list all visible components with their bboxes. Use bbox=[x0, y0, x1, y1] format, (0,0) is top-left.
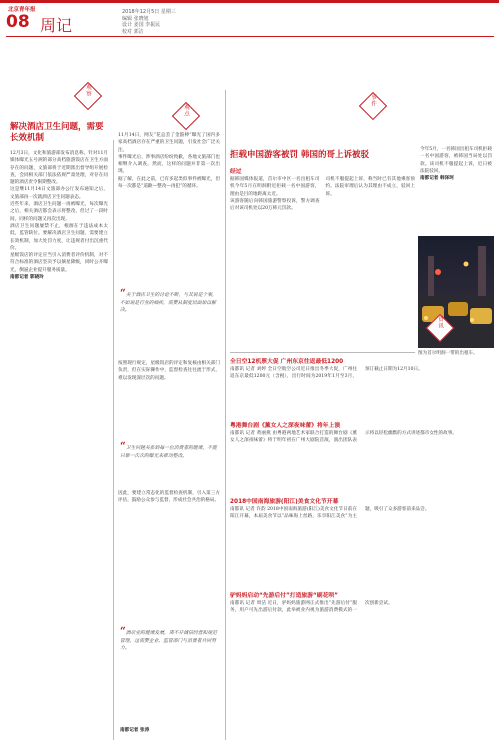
page-title: 周记 bbox=[40, 16, 73, 35]
page-number: 08 bbox=[6, 12, 30, 32]
byline: 南都记者 郭晓玲 bbox=[10, 275, 44, 281]
quote-mark-icon: “ bbox=[120, 626, 126, 637]
news-title: 粤港舞台剧《薰女人之深夜味蕾》将年上演 bbox=[230, 423, 341, 429]
right-article-title: 拒载申国游客被罚 韩国的哥上诉被驳 bbox=[230, 150, 369, 160]
paragraph: 南都讯 记者 许韵 2018中国南海旅游(阳江)美食文化节日前在阳江开幕，本届美食节以“品味海上丝路，乐享阳江美食”为主题，吸引了众多游客前来品尝。 bbox=[230, 507, 430, 520]
header-rule bbox=[6, 36, 494, 37]
pull-quote-2 bbox=[120, 443, 220, 460]
left-article-title: 解决酒店卫生问题，需要长效机制 bbox=[10, 122, 104, 143]
section-divider bbox=[230, 352, 415, 353]
paragraph: 南都讯 记者 黄丽燕 由粤港两地艺术家联合打造的舞台剧《薰女人之深夜味蕾》将于明年初在广州大剧院首演，演出团队表示将以轻松幽默的方式讲述都市女性的故事。 bbox=[230, 431, 457, 444]
paragraph: 按照现行规定，星级饭店的评定和复核由相关部门负责，但在实际操作中，监督检查往往流于形式，难以发现深层次的问题。 bbox=[118, 361, 220, 381]
paragraph: 这是继11月14日文旅部办公厅发布通知之后，文旅部再一次就酒店卫生问题表态。 bbox=[10, 187, 108, 200]
left-article-body bbox=[10, 150, 108, 735]
quote-text: 卫生问题关系到每一位消费者的健康，不能只靠一次次的曝光来推动整改。 bbox=[120, 446, 217, 459]
news-body bbox=[230, 506, 492, 572]
section-label-info: 资讯 bbox=[437, 316, 443, 329]
news-title: 2018中国南海旅游(阳江)美食文化节开幕 bbox=[230, 499, 339, 505]
news-title: 驴妈妈启动“先游后付”打造旅游“刷花呗” bbox=[230, 593, 338, 599]
paragraph: 近些年来，酒店卫生问题一再被曝光，每次曝光之后，相关酒店都会表示将整改，但过了一段时间，同样的问题又再次出现。 bbox=[10, 202, 108, 222]
mid-article-body-3 bbox=[118, 490, 220, 620]
subhead-process: 经过 bbox=[230, 169, 242, 175]
section-label-observe: 观察 bbox=[85, 84, 91, 97]
designer-line: 设计 姜国 李振民 bbox=[122, 22, 161, 28]
mid-article-body-1 bbox=[118, 132, 220, 282]
quote-mark-icon: “ bbox=[120, 441, 126, 452]
news-title: 全日空12机票大促 广州东京往返最低1200 bbox=[230, 359, 344, 365]
mid-article-body-2 bbox=[118, 360, 220, 440]
news-body bbox=[230, 430, 492, 480]
section-label-viewpoint: 观点 bbox=[183, 104, 189, 117]
paragraph: 该游客随后向韩国旅游警察投诉，警方调查后对该司机处以20万韩元罚款。 bbox=[230, 198, 320, 212]
pull-quote-1 bbox=[120, 290, 220, 315]
byline: 南都记者 韩泽珂 bbox=[420, 176, 454, 182]
right-article-body bbox=[230, 176, 415, 248]
intro-text: 今年5月，一名韩国出租车司机拒载一名中国游客，被韩国当局处以罚款。该司机不服提起上诉，近日被法院驳回。 bbox=[420, 147, 492, 174]
proof-line: 校对 郭洁 bbox=[122, 28, 144, 35]
paragraph: 据了解，在此之前，已有多起类似事件被曝光，但每一次都是“道歉—整改—再犯”的循环。 bbox=[118, 176, 220, 190]
paragraph: 事件曝光后，涉事酒店纷纷致歉，各地文旅部门也相继介入调查。然而，这样的问题并非第一次出现。 bbox=[118, 154, 220, 175]
section-label-event: 事件 bbox=[370, 94, 376, 107]
newspaper-logo: 北京青年报 bbox=[8, 7, 36, 13]
date-line: 2018年12月5日 星期三 bbox=[122, 9, 176, 15]
paragraph: 南都讯 记者 周洁 近日，驴妈妈旅游网正式推出“先游后付”服务，用户可先出游后付款，此举被业内视为旅游消费模式的一次创新尝试。 bbox=[230, 601, 393, 614]
paragraph: 南都讯 记者 刘婷 全日空航空公司近日推出冬季大促，广州往返东京最低1200元（含税），出行时间为2019年1月至3月，预订截止日期为12月10日。 bbox=[230, 367, 423, 380]
news-body bbox=[230, 600, 492, 740]
edition-meta bbox=[122, 9, 176, 35]
column-divider bbox=[225, 90, 226, 740]
column-divider bbox=[113, 140, 114, 740]
paragraph: 12月3日，文化和旅游部发布消息称，针对11月媒体曝光五号洲的部分高档旅游饭店在卫生方面存在的问题，文旅部将于近期派出督导组开展检查，会同相关部门依法依规严肃处理，对存在问题的酒店责令限期整改。 bbox=[10, 151, 108, 186]
mid-byline: 南都记者 张涛 bbox=[120, 728, 150, 733]
editor-line: 编辑 张晓旭 bbox=[122, 15, 149, 22]
photo-caption: 图为首尔明洞一带的出租车。 bbox=[418, 351, 478, 356]
paragraph: 因此，要建立常态化的监督检查机制，引入第三方评估，鼓励公众参与监督，形成社会共治的格局。 bbox=[118, 491, 220, 504]
paragraph: 酒店卫生问题屡禁不止，根源在于违法成本太低，监管缺位。要解决酒店卫生问题，需要建立长效机制，加大处罚力度，让违规者付出沉重代价。 bbox=[10, 223, 108, 251]
news-body bbox=[230, 366, 492, 416]
quote-mark-icon: “ bbox=[120, 288, 126, 299]
paragraph: 星级饭店的评定应当引入消费者评价机制，对不符合标准的酒店坚决予以摘星降级，同时公开曝光，倒逼企业提升服务质量。 bbox=[10, 253, 108, 273]
quote-text: 酒店业的健康发展，离不开诚信经营和规范管理，这需要企业、监管部门与消费者共同努力。 bbox=[120, 631, 217, 651]
quote-text: 关于酒店卫生的讨论不断，与其说是个案，不如说是行业的痼疾，需要从制度层面加以解决。 bbox=[120, 293, 217, 313]
pull-quote-3 bbox=[120, 628, 220, 653]
paragraph: 11月14日，网友“花总丢了金箍棒”曝光了国内多家高档酒店存在严重的卫生问题，引发社会广泛关注。 bbox=[118, 133, 220, 153]
right-intro bbox=[420, 146, 492, 236]
paragraph: 据韩国媒体报道，首尔市中区一名出租车司机今年5月在明洞附近拒载一名中国游客，理由是目的地距离太近。 bbox=[230, 177, 320, 197]
header-bar bbox=[0, 0, 499, 3]
paragraph: 司机不服提起上诉，称当时已有其他乘客预约。法院审理后认为其理由不成立，驳回上诉。 bbox=[325, 177, 415, 197]
